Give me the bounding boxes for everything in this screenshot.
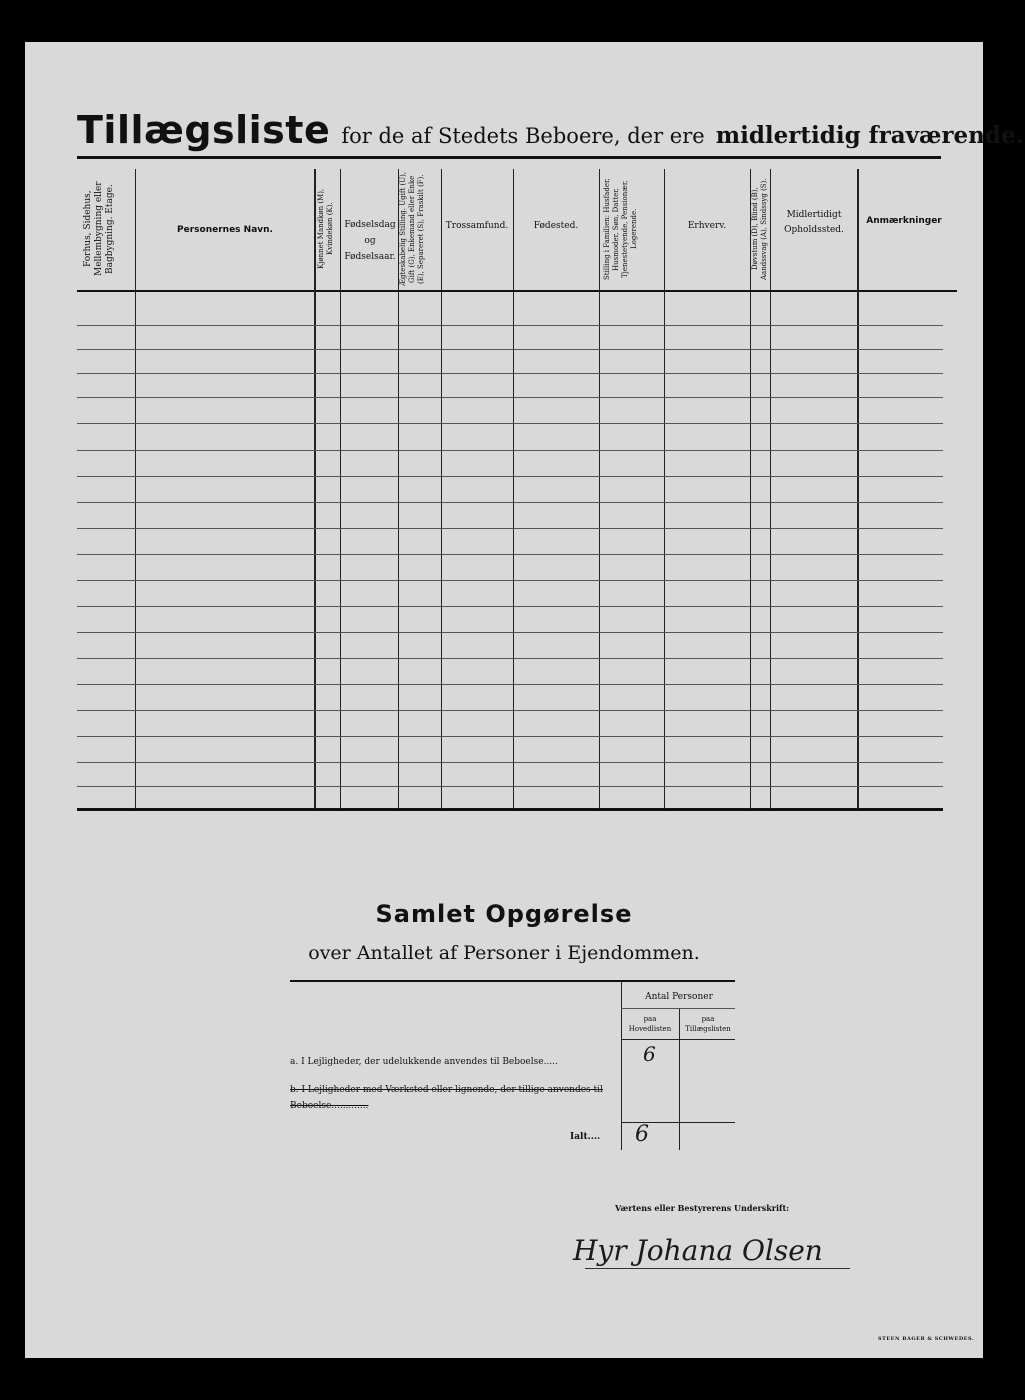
summary-value-a-main: 6 bbox=[643, 1042, 656, 1066]
summary-title: Samlet Opgørelse bbox=[375, 900, 633, 928]
signature-name: Hyr Johana Olsen bbox=[573, 1234, 823, 1267]
title-bold: midlertidig fraværende. bbox=[715, 122, 1024, 149]
summary-col-group: Antal Personer bbox=[645, 992, 713, 1002]
signature-label: Værtens eller Bestyrerens Underskrift: bbox=[615, 1203, 790, 1213]
census-form-page bbox=[25, 42, 1024, 1358]
title-main: Tillægsliste bbox=[77, 108, 331, 152]
col-header-birth: Fødselsdag og Fødselsaar. bbox=[344, 220, 396, 262]
col-header-name: Personernes Navn. bbox=[177, 225, 273, 235]
summary-subtitle: over Antallet af Personer i Ejendommen. bbox=[308, 942, 700, 964]
form-title bbox=[77, 108, 1024, 152]
summary-col-main: paa Hovedlisten bbox=[628, 1015, 672, 1033]
col-header-disability: Døvstum (D), Blind (B), Aandssvag (A), Sindssyg (S). bbox=[751, 178, 768, 280]
col-header-remarks: Anmærkninger bbox=[866, 216, 942, 226]
printer-mark: STEEN BAGER & SCHWEDES. bbox=[878, 1336, 975, 1342]
col-header-marital: Ægteskabelig Stilling. Ugift (U), Gift (G), Enkemand eller Enke (E), Separeret (S), Fraskilt (F). bbox=[399, 171, 425, 287]
summary-row-total: Ialt.... bbox=[570, 1132, 601, 1142]
col-header-religion: Trossamfund. bbox=[445, 221, 509, 231]
col-header-occupation: Erhverv. bbox=[687, 221, 727, 231]
summary-col-extra: paa Tillægslisten bbox=[685, 1015, 731, 1033]
col-header-sex: Kjønnet Mandkøn (M), Kvindekøn (K). bbox=[317, 188, 334, 270]
col-header-building: Forhus, Sidehus, Mellembygning eller Bagbygning. Etage. bbox=[83, 181, 115, 277]
summary-value-total-main: 6 bbox=[635, 1122, 649, 1147]
summary-row-a: a. I Lejligheder, der udelukkende anvendes til Beboelse..... bbox=[290, 1057, 558, 1067]
col-header-temporary-residence: Midlertidigt Opholdssted. bbox=[784, 210, 844, 235]
title-middle: for de af Stedets Beboere, der ere bbox=[341, 124, 705, 148]
col-header-birthplace: Fødested. bbox=[533, 221, 579, 231]
summary-row-b: b. I Lejligheder med Værksted eller lignende, der tillige anvendes til Beboelse............. bbox=[290, 1085, 603, 1111]
col-header-family-position: Stilling i Familien: Husfader, Husmoder, Søn, Datter, Tjenestetyende, Pensionær, Logerende. bbox=[603, 178, 638, 280]
